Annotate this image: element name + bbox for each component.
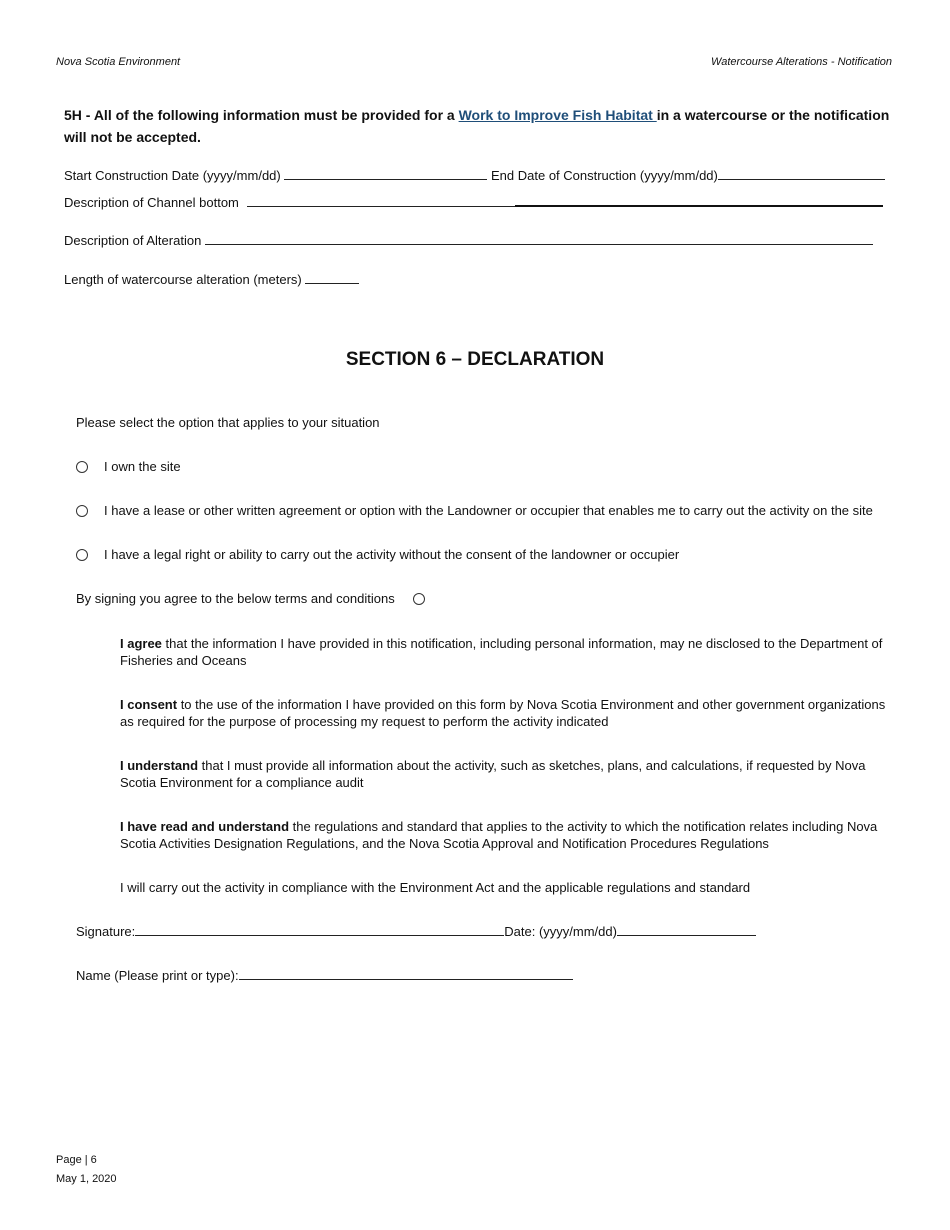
option-legal-right[interactable] [76, 547, 679, 562]
signature-date-label: Date: (yyyy/mm/dd) [504, 924, 617, 939]
term-text: that I must provide all information about the activity, such as sketches, plans, and calculations, if requested by Nova Scotia Environment for a compliance audit [120, 758, 866, 790]
length-field [64, 271, 359, 287]
term-bold: I agree [120, 636, 162, 651]
term-text: that the information I have provided in this notification, including personal information, may ne disclosed to the Department of Fisheries and Oceans [120, 636, 883, 668]
section-5h-intro [64, 104, 894, 148]
option-label: I have a legal right or ability to carry out the activity without the consent of the landowner or occupier [104, 547, 680, 562]
term-text: to the use of the information I have provided on this form by Nova Scotia Environment and other government organizations as required for the purpose of processing my request to perform the activity indicated [120, 697, 886, 729]
start-date-input[interactable] [284, 167, 487, 180]
option-own-site[interactable] [76, 459, 181, 474]
term-consent [120, 696, 890, 730]
length-input[interactable] [305, 271, 359, 284]
start-date-label: Start Construction Date (yyyy/mm/dd) [64, 168, 285, 183]
term-bold: I have read and understand [120, 819, 290, 834]
signature-input[interactable] [135, 923, 504, 936]
name-label: Name (Please print or type): [76, 968, 239, 983]
start-date-field [64, 167, 487, 183]
channel-bottom-label: Description of Channel bottom [64, 195, 239, 210]
term-text: I will carry out the activity in compliance with the Environment Act and the applicable regulations and standard [120, 880, 751, 895]
term-compliance [120, 879, 890, 896]
option-label: I have a lease or other written agreement or option with the Landowner or occupier that enables me to carry out the activity on the site [104, 503, 873, 518]
agree-terms-radio[interactable] [413, 593, 425, 605]
length-label: Length of watercourse alteration (meters) [64, 272, 306, 287]
signature-date-input[interactable] [617, 923, 756, 936]
term-understand [120, 757, 890, 791]
name-field [76, 967, 573, 983]
option-lease-agreement[interactable] [76, 503, 873, 518]
term-bold: I understand [120, 758, 199, 773]
radio-button[interactable] [76, 549, 88, 561]
radio-button[interactable] [76, 461, 88, 473]
alteration-field [64, 232, 873, 248]
end-date-label: End Date of Construction (yyyy/mm/dd) [491, 168, 718, 183]
channel-bottom-field [64, 193, 883, 210]
end-date-input[interactable] [718, 167, 885, 180]
term-read-understand [120, 818, 890, 852]
alteration-input[interactable] [205, 232, 873, 245]
fish-habitat-link[interactable]: Work to Improve Fish Habitat [458, 107, 657, 123]
alteration-label: Description of Alteration [64, 233, 205, 248]
name-input[interactable] [239, 967, 573, 980]
header-left: Nova Scotia Environment [56, 56, 181, 68]
agree-terms-label: By signing you agree to the below terms and conditions [76, 591, 395, 606]
signature-label: Signature: [76, 924, 136, 939]
footer-page-number: Page | 6 [56, 1154, 97, 1166]
channel-bottom-input[interactable] [247, 194, 515, 207]
header-right: Watercourse Alterations - Notification [711, 56, 892, 68]
channel-bottom-input-continued[interactable] [515, 193, 883, 207]
term-bold: I consent [120, 697, 178, 712]
option-label: I own the site [104, 459, 181, 474]
signature-field [76, 923, 756, 939]
radio-button[interactable] [76, 505, 88, 517]
end-date-field [491, 167, 885, 183]
agree-terms-row [76, 591, 425, 606]
term-text: the regulations and standard that applies to the activity to which the notification relates including Nova Scotia Activities Designation Regulations, and the Nova Scotia Approval and Notification Procedures Regulations [120, 819, 878, 851]
option-prompt: Please select the option that applies to your situation [76, 415, 380, 430]
footer-date: May 1, 2020 [56, 1173, 117, 1185]
section-6-title: SECTION 6 – DECLARATION [345, 349, 605, 370]
intro-text-after: in a watercourse or the notification will not be accepted. [64, 107, 890, 145]
intro-text-before: 5H - All of the following information must be provided for a [64, 107, 459, 123]
term-agree [120, 635, 890, 669]
